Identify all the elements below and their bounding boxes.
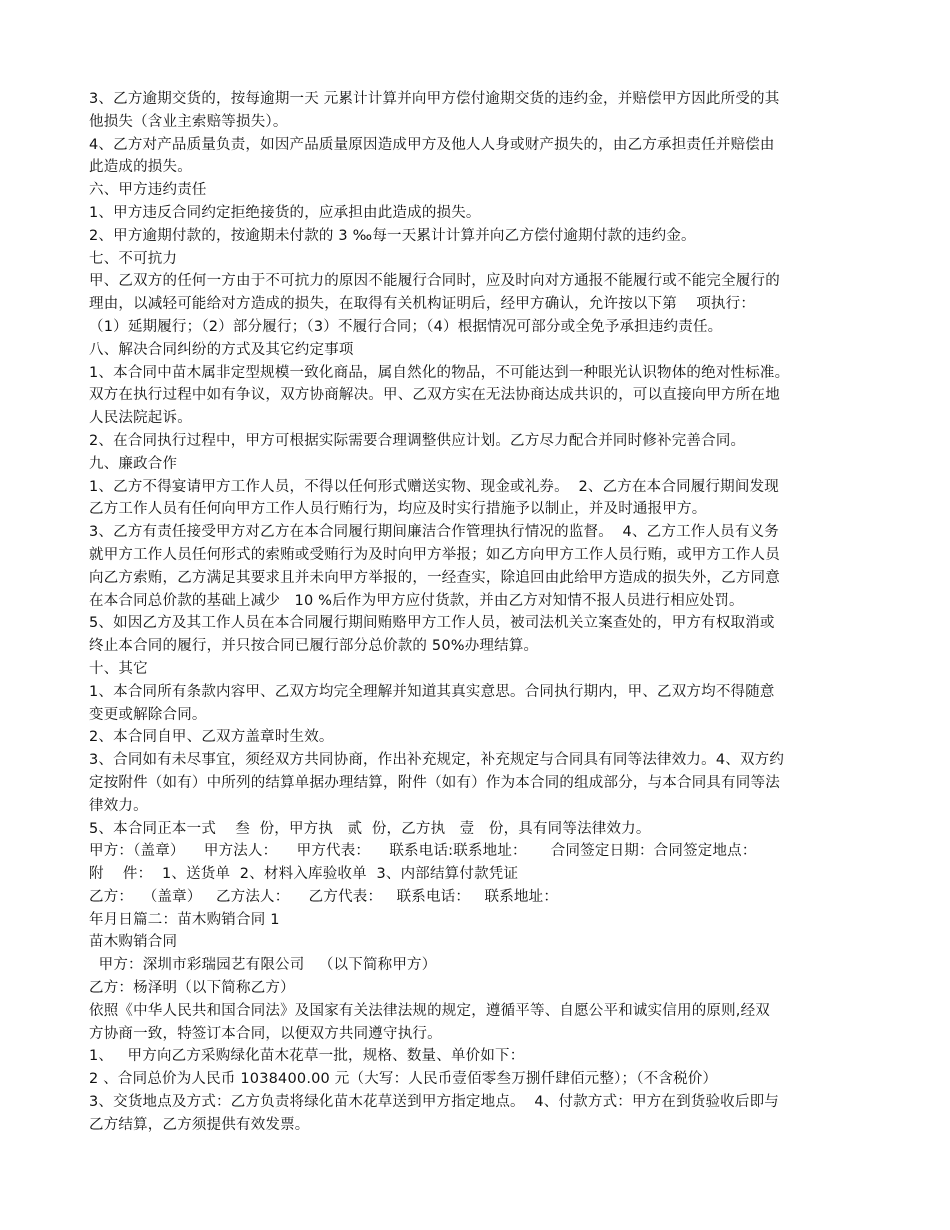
document-line: 在本合同总价款的基础上减少 10 %后作为甲方应付货款，并由乙方对知情不报人员进行相应处罚。	[89, 592, 744, 609]
document-line: 人民法院起诉。	[89, 410, 192, 427]
document-line: 乙方：杨泽明（以下简称乙方）	[89, 980, 295, 997]
document-line: 3、乙方有责任接受甲方对乙方在本合同履行期间廉洁合作管理执行情况的监督。 4、乙方工作人员有义务	[89, 524, 779, 541]
document-line: 2、在合同执行过程中，甲方可根据实际需要合理调整供应计划。乙方尽力配合并同时修补完善合同。	[89, 432, 746, 449]
document-line: 1、 甲方向乙方采购绿化苗木花草一批，规格、数量、单价如下：	[89, 1048, 525, 1065]
document-line: 1、本合同中苗木属非定型规模一致化商品，属自然化的物品，不可能达到一种眼光认识物体的绝对性标准。	[89, 364, 790, 381]
document-line: 八、解决合同纠纷的方式及其它约定事项	[89, 341, 354, 358]
document-line: （1）延期履行；（2）部分履行；（3）不履行合同；（4）根据情况可部分或全免予承担违约责任。	[89, 318, 723, 335]
document-line: 理由，以减轻可能给对方造成的损失，在取得有关机构证明后，经甲方确认，允许按以下第 项执行：	[89, 296, 756, 313]
document-line: 乙方工作人员有任何向甲方工作人员行贿行为，均应及时实行措施予以制止，并及时通报甲方。	[89, 501, 707, 518]
document-line: 3、乙方逾期交货的，按每逾期一天 元累计计算并向甲方偿付逾期交货的违约金，并赔偿甲方因此所受的其	[89, 91, 780, 107]
document-line: 律效力。	[89, 797, 148, 814]
document-line: 甲方：（盖章） 甲方法人： 甲方代表： 联系电话:联系地址： 合同签定日期：合同签定地点：	[89, 843, 757, 860]
document-line: 5、本合同正本一式 叁 份，甲方执 贰 份，乙方执 壹 份，具有同等法律效力。	[89, 820, 651, 837]
document-line: 七、不可抗力	[89, 250, 178, 267]
document-line: 终止本合同的履行，并只按合同已履行部分总价款的 50%办理结算。	[89, 638, 539, 655]
document-line: 十、其它	[89, 660, 148, 677]
document-line: 向乙方索贿，乙方满足其要求且并未向甲方举报的，一经查实，除追回由此给甲方造成的损失外，乙方同意	[89, 569, 780, 586]
document-line: 甲方：深圳市彩瑞园艺有限公司 （以下简称甲方）	[89, 957, 437, 974]
document-line: 5、如因乙方及其工作人员在本合同履行期间贿赂甲方工作人员，被司法机关立案查处的，甲方有权取消或	[89, 615, 775, 632]
document-line: 依照《中华人民共和国合同法》及国家有关法律法规的规定，遵循平等、自愿公平和诚实信用的原则,经双	[89, 1002, 771, 1019]
document-line: 1、本合同所有条款内容甲、乙双方均完全理解并知道其真实意思。合同执行期内，甲、乙双方均不得随意	[89, 683, 775, 700]
document-line: 2、甲方逾期付款的，按逾期未付款的 3 ‰每一天累计计算并向乙方偿付逾期付款的违约金。	[89, 227, 696, 244]
document-line: 年月日篇二：苗木购销合同 1	[89, 911, 280, 928]
document-line: 九、廉政合作	[89, 455, 178, 472]
document-line: 变更或解除合同。	[89, 706, 207, 723]
document-line: 双方在执行过程中如有争议，双方协商解决。甲、乙双方实在无法协商达成共识的，可以直接向甲方所在地	[89, 387, 780, 404]
document-line: 3、交货地点及方式：乙方负责将绿化苗木花草送到甲方指定地点。 4、付款方式：甲方在到货验收后即与	[89, 1094, 779, 1111]
document-line: 此造成的损失。	[89, 159, 192, 176]
document-line: 方协商一致，特签订本合同，以便双方共同遵守执行。	[89, 1025, 442, 1042]
document-line: 2 、合同总价为人民币 1038400.00 元（大写：人民币壹佰零叁万捌仟肆佰元整）；（不含税价）	[89, 1071, 718, 1088]
document-line: 甲、乙双方的任何一方由于不可抗力的原因不能履行合同时，应及时向对方通报不能履行或不能完全履行的	[89, 273, 780, 290]
document-line: 定按附件（如有）中所列的结算单据办理结算，附件（如有）作为本合同的组成部分，与本合同具有同等法	[89, 774, 780, 791]
document-line: 4、乙方对产品质量负责，如因产品质量原因造成甲方及他人人身或财产损失的，由乙方承担责任并赔偿由	[89, 136, 775, 153]
document-line: 乙方： （盖章） 乙方法人： 乙方代表： 联系电话： 联系地址：	[89, 888, 559, 905]
document-line: 3、合同如有未尽事宜，须经双方共同协商，作出补充规定，补充规定与合同具有同等法律效力。4、双方约	[89, 752, 785, 769]
document-line: 2、本合同自甲、乙双方盖章时生效。	[89, 729, 334, 746]
document-line: 他损失（含业主索赔等损失）。	[89, 113, 288, 130]
document-line: 六、甲方违约责任	[89, 182, 207, 199]
document-line: 1、乙方不得宴请甲方工作人员，不得以任何形式赠送实物、现金或礼券。 2、乙方在本合同履行期间发现	[89, 478, 779, 495]
document-line: 乙方结算，乙方须提供有效发票。	[89, 1116, 310, 1133]
document-line: 1、甲方违反合同约定拒绝接货的，应承担由此造成的损失。	[89, 204, 481, 221]
document-line: 苗木购销合同	[89, 934, 178, 951]
document-line: 附 件： 1、送货单 2、材料入库验收单 3、内部结算付款凭证	[89, 866, 519, 883]
document-line: 就甲方工作人员任何形式的索贿或受贿行为及时向甲方举报；如乙方向甲方工作人员行贿，或甲方工作人员	[89, 546, 780, 563]
